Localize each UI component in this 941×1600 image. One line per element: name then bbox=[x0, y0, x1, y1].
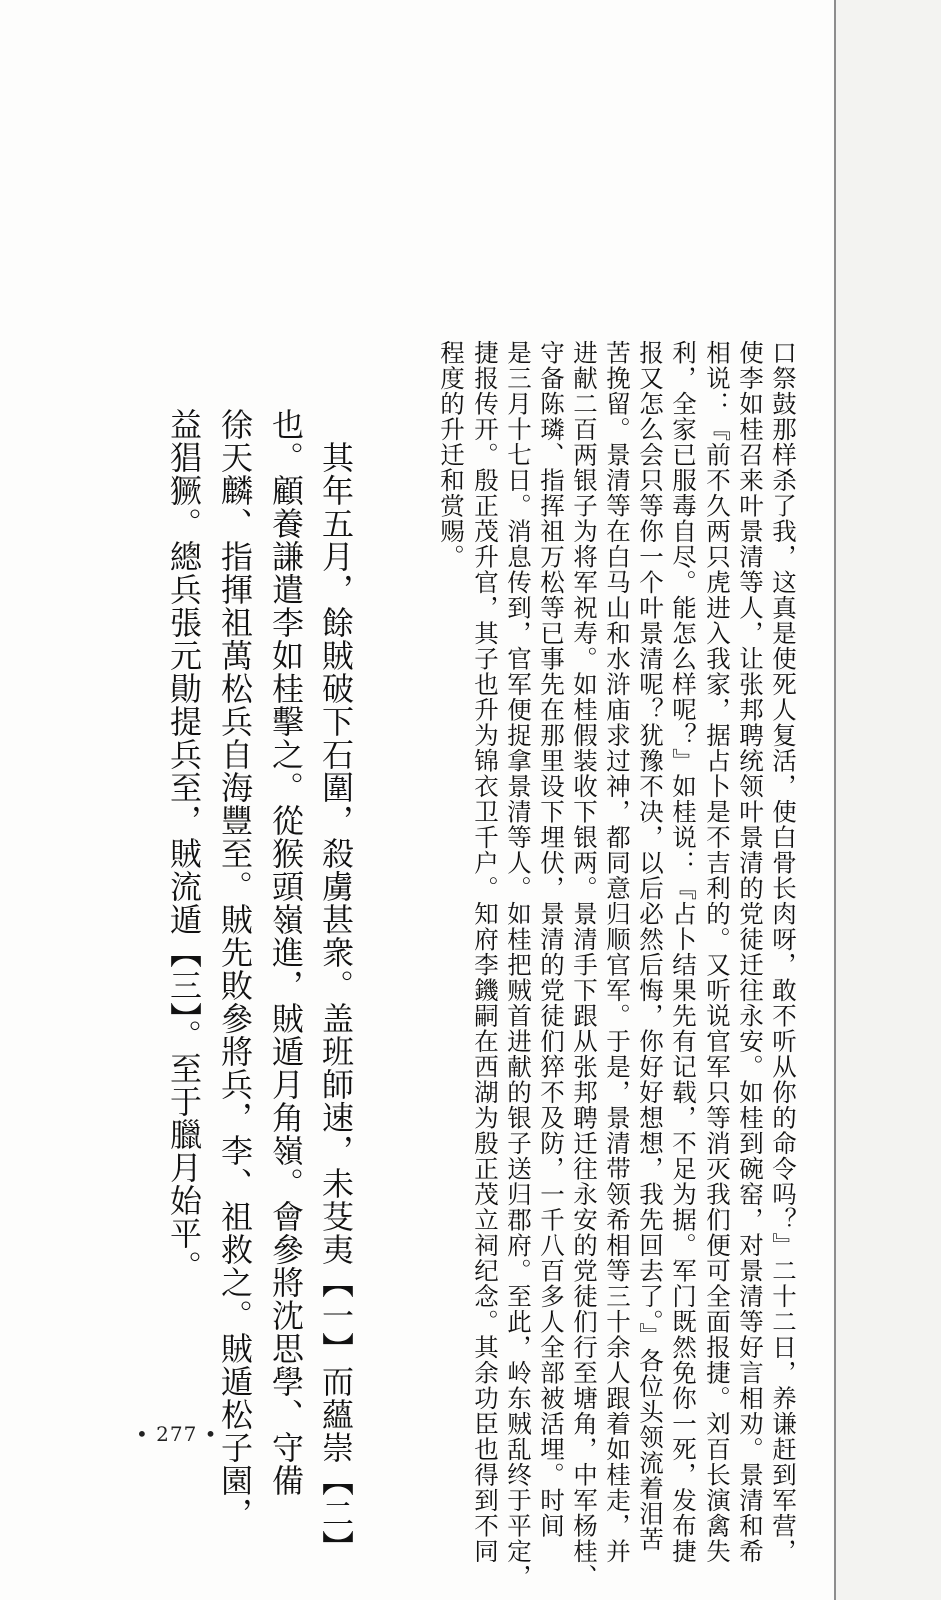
annotation-line: 利，全家已服毒自尽。能怎么样呢？』如桂说：『占卜结果先有记载，不足为据。军门既然免你一死，发布捷 bbox=[669, 340, 698, 1564]
main-text-line: 益猖獗。總兵張元勛提兵至，賊流遁【三】。至于臘月始平。 bbox=[165, 408, 203, 1283]
main-text-line: 其年五月，餘賊破下石圍，殺虜甚衆。盖班師速，未芟夷【一】而蘊崇【二】 bbox=[317, 408, 355, 1563]
annotation-line: 进献二百两银子为将军祝寿。如桂假装收下银两。景清手下跟从张邦聘迁往永安的党徒们行至塘角，中军杨桂、 bbox=[570, 340, 599, 1590]
main-text-line: 也。顧養謙遣李如桂擊之。從猴頭嶺進，賊遁月角嶺。會參將沈思學、守備 bbox=[267, 408, 305, 1497]
main-text-line: 徐天麟、指揮祖萬松兵自海豐至。賊先敗參將兵，李、祖救之。賊遁松子園， bbox=[216, 408, 254, 1530]
annotation-line: 口祭鼓那样杀了我，这真是使死人复活，使白骨长肉呀，敢不听从你的命令吗？』二十二日，养谦赶到军营， bbox=[769, 340, 798, 1564]
annotation-line: 守备陈璘、指挥祖万松等已事先在那里设下埋伏，景清的党徒们猝不及防，一千八百多人全部被活埋。时间 bbox=[537, 340, 566, 1539]
annotation-line: 报又怎么会只等你一个叶景清呢？犹豫不决，以后必然后悔，你好好想想，我先回去了。』各位头领流着泪苦 bbox=[636, 340, 665, 1552]
facing-page-edge bbox=[836, 0, 941, 1600]
annotation-line: 是三月十七日。消息传到，官军便捉拿景清等人。如桂把贼首进献的银子送归郡府。至此，岭东贼乱终于平定， bbox=[504, 340, 533, 1590]
annotation-line: 程度的升迁和赏赐。 bbox=[437, 340, 466, 570]
page-number: • 277 • bbox=[136, 1422, 218, 1446]
page-spine-line bbox=[834, 0, 836, 1600]
annotation-line: 捷报传开。殷正茂升官，其子也升为锦衣卫千户。知府李鐖嗣在西湖为殷正茂立祠纪念。其余功臣也得到不同 bbox=[471, 340, 500, 1564]
annotation-line: 苦挽留。景清等在白马山和水浒庙求过神，都同意归顺官军。于是，景清带领希相等三十余人跟着如桂走，并 bbox=[603, 340, 632, 1564]
annotation-line: 使李如桂召来叶景清等人，让张邦聘统领叶景清的党徒迁往永安。如桂到碗窑，对景清等好言相劝。景清和希 bbox=[736, 340, 765, 1564]
annotation-line: 相说：『前不久两只虎进入我家，据占卜是不吉利的。又听说官军只等消灭我们便可全面报捷。刘百长演禽失 bbox=[703, 340, 732, 1564]
